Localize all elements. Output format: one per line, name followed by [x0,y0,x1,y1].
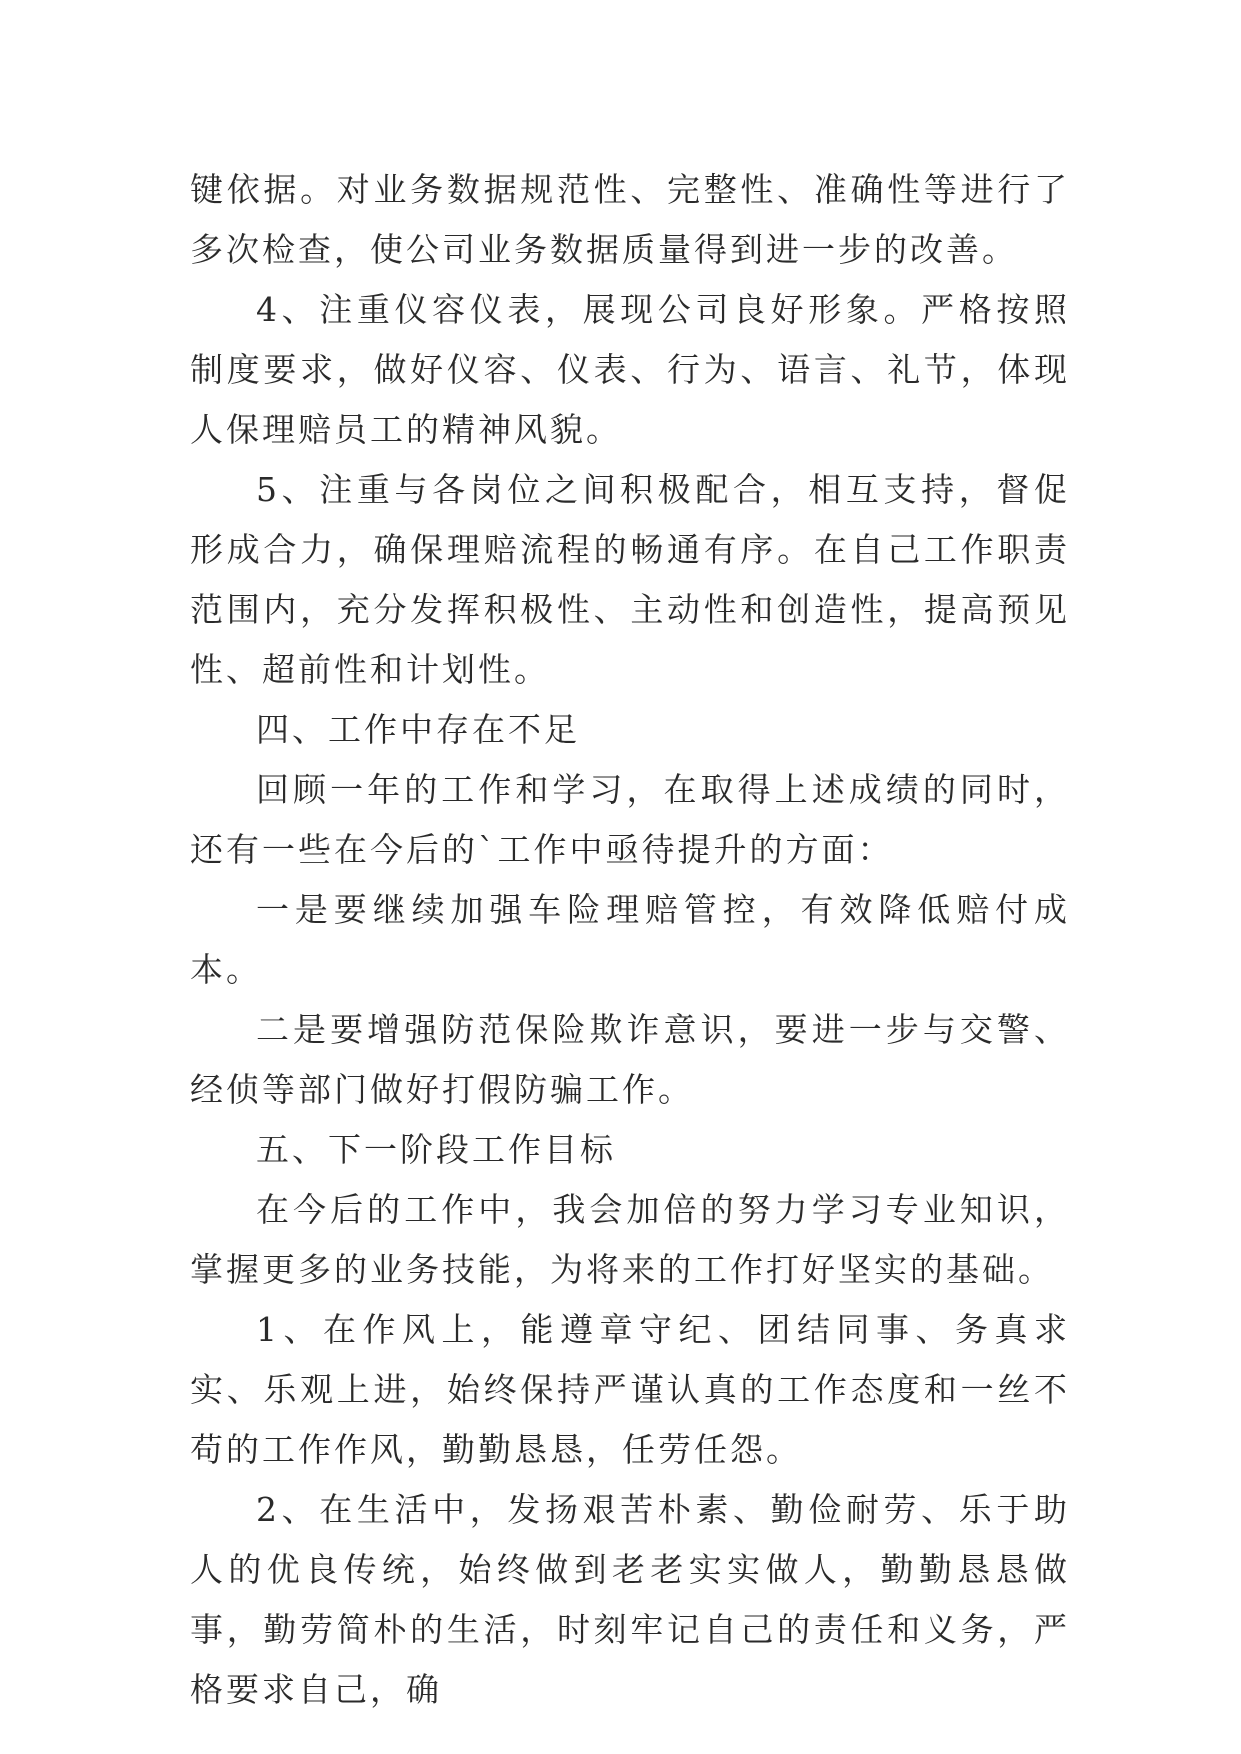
paragraph-item-4-appearance: 4、注重仪容仪表，展现公司良好形象。严格按照制度要求，做好仪容、仪表、行为、语言、礼节，体现人保理赔员工的精神风貌。 [190,290,1070,449]
paragraph-item-5-cooperation: 5、注重与各岗位之间积极配合，相互支持，督促形成合力，确保理赔流程的畅通有序。在自己工作职责范围内，充分发挥积极性、主动性和创造性，提高预见性、超前性和计划性。 [190,470,1070,689]
paragraph-goal-1-style: 1、在作风上，能遵章守纪、团结同事、务真求实、乐观上进，始终保持严谨认真的工作态度和一丝不苟的工作作风，勤勤恳恳，任劳任怨。 [190,1310,1070,1469]
paragraph-goal-2-life: 2、在生活中，发扬艰苦朴素、勤俭耐劳、乐于助人的优良传统，始终做到老老实实做人，勤勤恳恳做事，勤劳简朴的生活，时刻牢记自己的责任和义务，严格要求自己，确 [190,1490,1070,1709]
section-heading-shortcomings: 四、工作中存在不足 [256,710,580,749]
paragraph-point-two: 二是要增强防范保险欺诈意识，要进一步与交警、经侦等部门做好打假防骗工作。 [190,1010,1070,1109]
paragraph-future-work: 在今后的工作中，我会加倍的努力学习专业知识，掌握更多的业务技能，为将来的工作打好坚实的基础。 [190,1190,1070,1289]
paragraph-continued-data-check: 键依据。对业务数据规范性、完整性、准确性等进行了多次检查，使公司业务数据质量得到进一步的改善。 [190,170,1070,269]
paragraph-point-one: 一是要继续加强车险理赔管控，有效降低赔付成本。 [190,890,1070,989]
paragraph-review: 回顾一年的工作和学习，在取得上述成绩的同时，还有一些在今后的`工作中亟待提升的方面： [190,770,1070,869]
document-body [190,160,1070,1720]
section-heading-next-goals: 五、下一阶段工作目标 [256,1130,616,1169]
